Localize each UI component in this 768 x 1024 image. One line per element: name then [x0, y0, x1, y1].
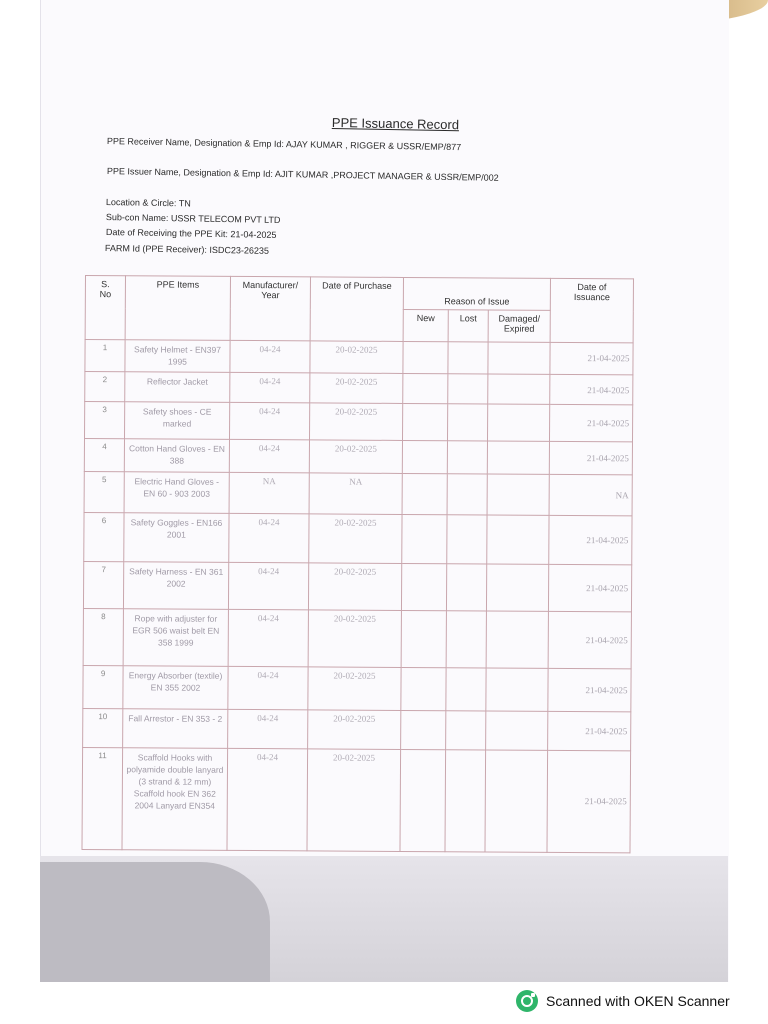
row-issuance-date: 21-04-2025 — [548, 711, 631, 750]
scanner-watermark — [516, 990, 730, 1012]
row-lost — [446, 711, 486, 750]
row-item: Energy Absorber (textile) EN 355 2002 — [123, 666, 228, 710]
row-issuance-date: 21-04-2025 — [549, 515, 632, 565]
row-purchase-date: 20-02-2025 — [308, 667, 401, 710]
row-purchase-date: NA — [309, 473, 402, 514]
row-issuance-date: 21-04-2025 — [549, 441, 632, 474]
receiver-line: PPE Receiver Name, Designation & Emp Id: AJAY KUMAR , RIGGER & USSR/EMP/877 — [106, 136, 462, 153]
row-damaged — [487, 515, 549, 564]
row-item: Safety Harness - EN 361 2002 — [123, 561, 228, 609]
row-manufacturer: 04-24 — [228, 709, 308, 748]
row-new — [403, 373, 448, 404]
row-damaged — [486, 668, 548, 711]
row-issuance-date: NA — [549, 474, 632, 515]
row-sno: 2 — [85, 371, 125, 402]
scanner-text: Scanned with OKEN Scanner — [546, 993, 730, 1009]
row-damaged — [487, 441, 549, 474]
header-reason-of-issue: Reason of Issue — [403, 277, 550, 310]
row-new — [400, 749, 446, 852]
row-item: Electric Hand Gloves - EN 60 - 903 2003 — [124, 472, 229, 514]
row-sno: 5 — [84, 471, 124, 512]
row-lost — [446, 668, 486, 711]
row-new — [401, 563, 446, 610]
row-purchase-date: 20-02-2025 — [310, 341, 403, 373]
header-manufacturer: Manufacturer/ Year — [230, 276, 310, 340]
table-row — [83, 561, 631, 611]
row-purchase-date: 20-02-2025 — [308, 710, 401, 749]
ppe-table — [81, 275, 634, 853]
hand-shadow — [40, 862, 270, 982]
row-damaged — [486, 611, 548, 669]
table-row — [84, 471, 632, 515]
location-line: Location & Circle: TN — [105, 197, 191, 209]
row-issuance-date: 21-04-2025 — [549, 405, 632, 442]
table-row — [85, 371, 633, 405]
table-row — [85, 340, 633, 375]
row-issuance-date: 21-04-2025 — [548, 611, 631, 669]
row-sno: 7 — [83, 561, 123, 608]
row-purchase-date: 20-02-2025 — [309, 514, 402, 564]
row-issuance-date: 21-04-2025 — [550, 374, 633, 405]
row-manufacturer: NA — [229, 472, 309, 513]
table-row — [83, 608, 631, 669]
row-manufacturer: 04-24 — [229, 439, 309, 472]
oken-scanner-icon — [516, 990, 538, 1012]
table-row — [84, 512, 632, 564]
row-damaged — [488, 342, 550, 374]
header-purchase-date: Date of Purchase — [310, 277, 403, 342]
row-manufacturer: 04-24 — [230, 340, 310, 372]
row-item: Fall Arrestor - EN 353 - 2 — [123, 709, 228, 748]
header-sno: S. No — [85, 276, 125, 340]
row-issuance-date: 21-04-2025 — [550, 342, 633, 374]
row-lost — [447, 474, 487, 515]
row-damaged — [486, 711, 548, 750]
header-ppe-items: PPE Items — [125, 276, 230, 341]
header-damaged: Damaged/ Expired — [488, 310, 550, 342]
header-new: New — [403, 309, 448, 341]
row-new — [403, 341, 448, 373]
row-new — [402, 404, 447, 441]
row-new — [401, 710, 446, 749]
row-lost — [446, 610, 486, 667]
row-manufacturer: 04-24 — [230, 372, 310, 403]
row-purchase-date: 20-02-2025 — [308, 610, 401, 668]
row-sno: 8 — [83, 608, 123, 665]
row-sno: 10 — [83, 708, 123, 747]
row-damaged — [486, 564, 548, 611]
table-row — [83, 708, 631, 750]
row-new — [402, 473, 447, 514]
row-lost — [447, 404, 487, 441]
row-damaged — [487, 404, 549, 441]
row-purchase-date: 20-02-2025 — [309, 403, 402, 440]
ppe-table-body — [82, 340, 633, 853]
row-manufacturer: 04-24 — [229, 513, 309, 563]
row-lost — [446, 563, 486, 610]
row-manufacturer: 04-24 — [227, 748, 308, 851]
row-purchase-date: 20-02-2025 — [308, 563, 401, 611]
row-item: Safety Helmet - EN397 1995 — [125, 340, 230, 372]
row-purchase-date: 20-02-2025 — [307, 749, 401, 852]
row-manufacturer: 04-24 — [229, 403, 309, 440]
table-row — [83, 665, 631, 711]
table-row — [84, 439, 632, 475]
row-item: Rope with adjuster for EGR 506 waist belt EN 358 1999 — [123, 608, 228, 666]
ppe-table-wrapper — [81, 275, 633, 853]
row-sno: 9 — [83, 665, 123, 708]
row-sno: 6 — [84, 512, 124, 561]
row-new — [401, 610, 446, 668]
row-purchase-date: 20-02-2025 — [309, 440, 402, 473]
date-received-line: Date of Receiving the PPE Kit: 21-04-2025 — [105, 227, 277, 240]
row-lost — [448, 342, 488, 374]
row-new — [401, 667, 446, 710]
row-lost — [448, 373, 488, 404]
row-issuance-date: 21-04-2025 — [548, 564, 631, 612]
row-sno: 11 — [82, 747, 123, 850]
table-row — [85, 402, 633, 442]
issuer-line: PPE Issuer Name, Designation & Emp Id: AJIT KUMAR ,PROJECT MANAGER & USSR/EMP/002 — [106, 166, 499, 183]
row-lost — [447, 441, 487, 474]
row-sno: 4 — [84, 439, 124, 472]
row-item: Reflector Jacket — [125, 371, 230, 402]
row-item: Cotton Hand Gloves - EN 388 — [124, 439, 229, 472]
header-lost: Lost — [448, 310, 488, 342]
row-lost — [445, 749, 486, 852]
row-purchase-date: 20-02-2025 — [310, 373, 403, 404]
document-title: PPE Issuance Record — [331, 115, 460, 133]
header-issuance-date: Date of Issuance — [550, 278, 633, 343]
row-issuance-date: 21-04-2025 — [547, 750, 631, 853]
row-item: Safety shoes - CE marked — [124, 402, 229, 439]
row-damaged — [488, 374, 550, 405]
row-damaged — [485, 750, 548, 853]
row-new — [402, 441, 447, 474]
row-item: Safety Goggles - EN166 2001 — [124, 512, 229, 562]
row-item: Scaffold Hooks with polyamide double lanyard (3 strand & 12 mm) Scaffold hook EN 362 2004 Lanyard EN354 — [122, 747, 228, 850]
row-sno: 1 — [85, 340, 125, 372]
row-manufacturer: 04-24 — [228, 609, 308, 667]
farm-id-line: FARM Id (PPE Receiver): ISDC23-26235 — [104, 243, 270, 256]
row-damaged — [487, 474, 549, 515]
row-new — [402, 514, 447, 563]
row-manufacturer: 04-24 — [228, 562, 308, 609]
row-manufacturer: 04-24 — [228, 666, 308, 709]
row-sno: 3 — [85, 402, 125, 439]
row-issuance-date: 21-04-2025 — [548, 668, 631, 711]
table-row — [82, 747, 631, 853]
row-lost — [447, 514, 487, 563]
subcon-line: Sub-con Name: USSR TELECOM PVT LTD — [105, 212, 281, 226]
